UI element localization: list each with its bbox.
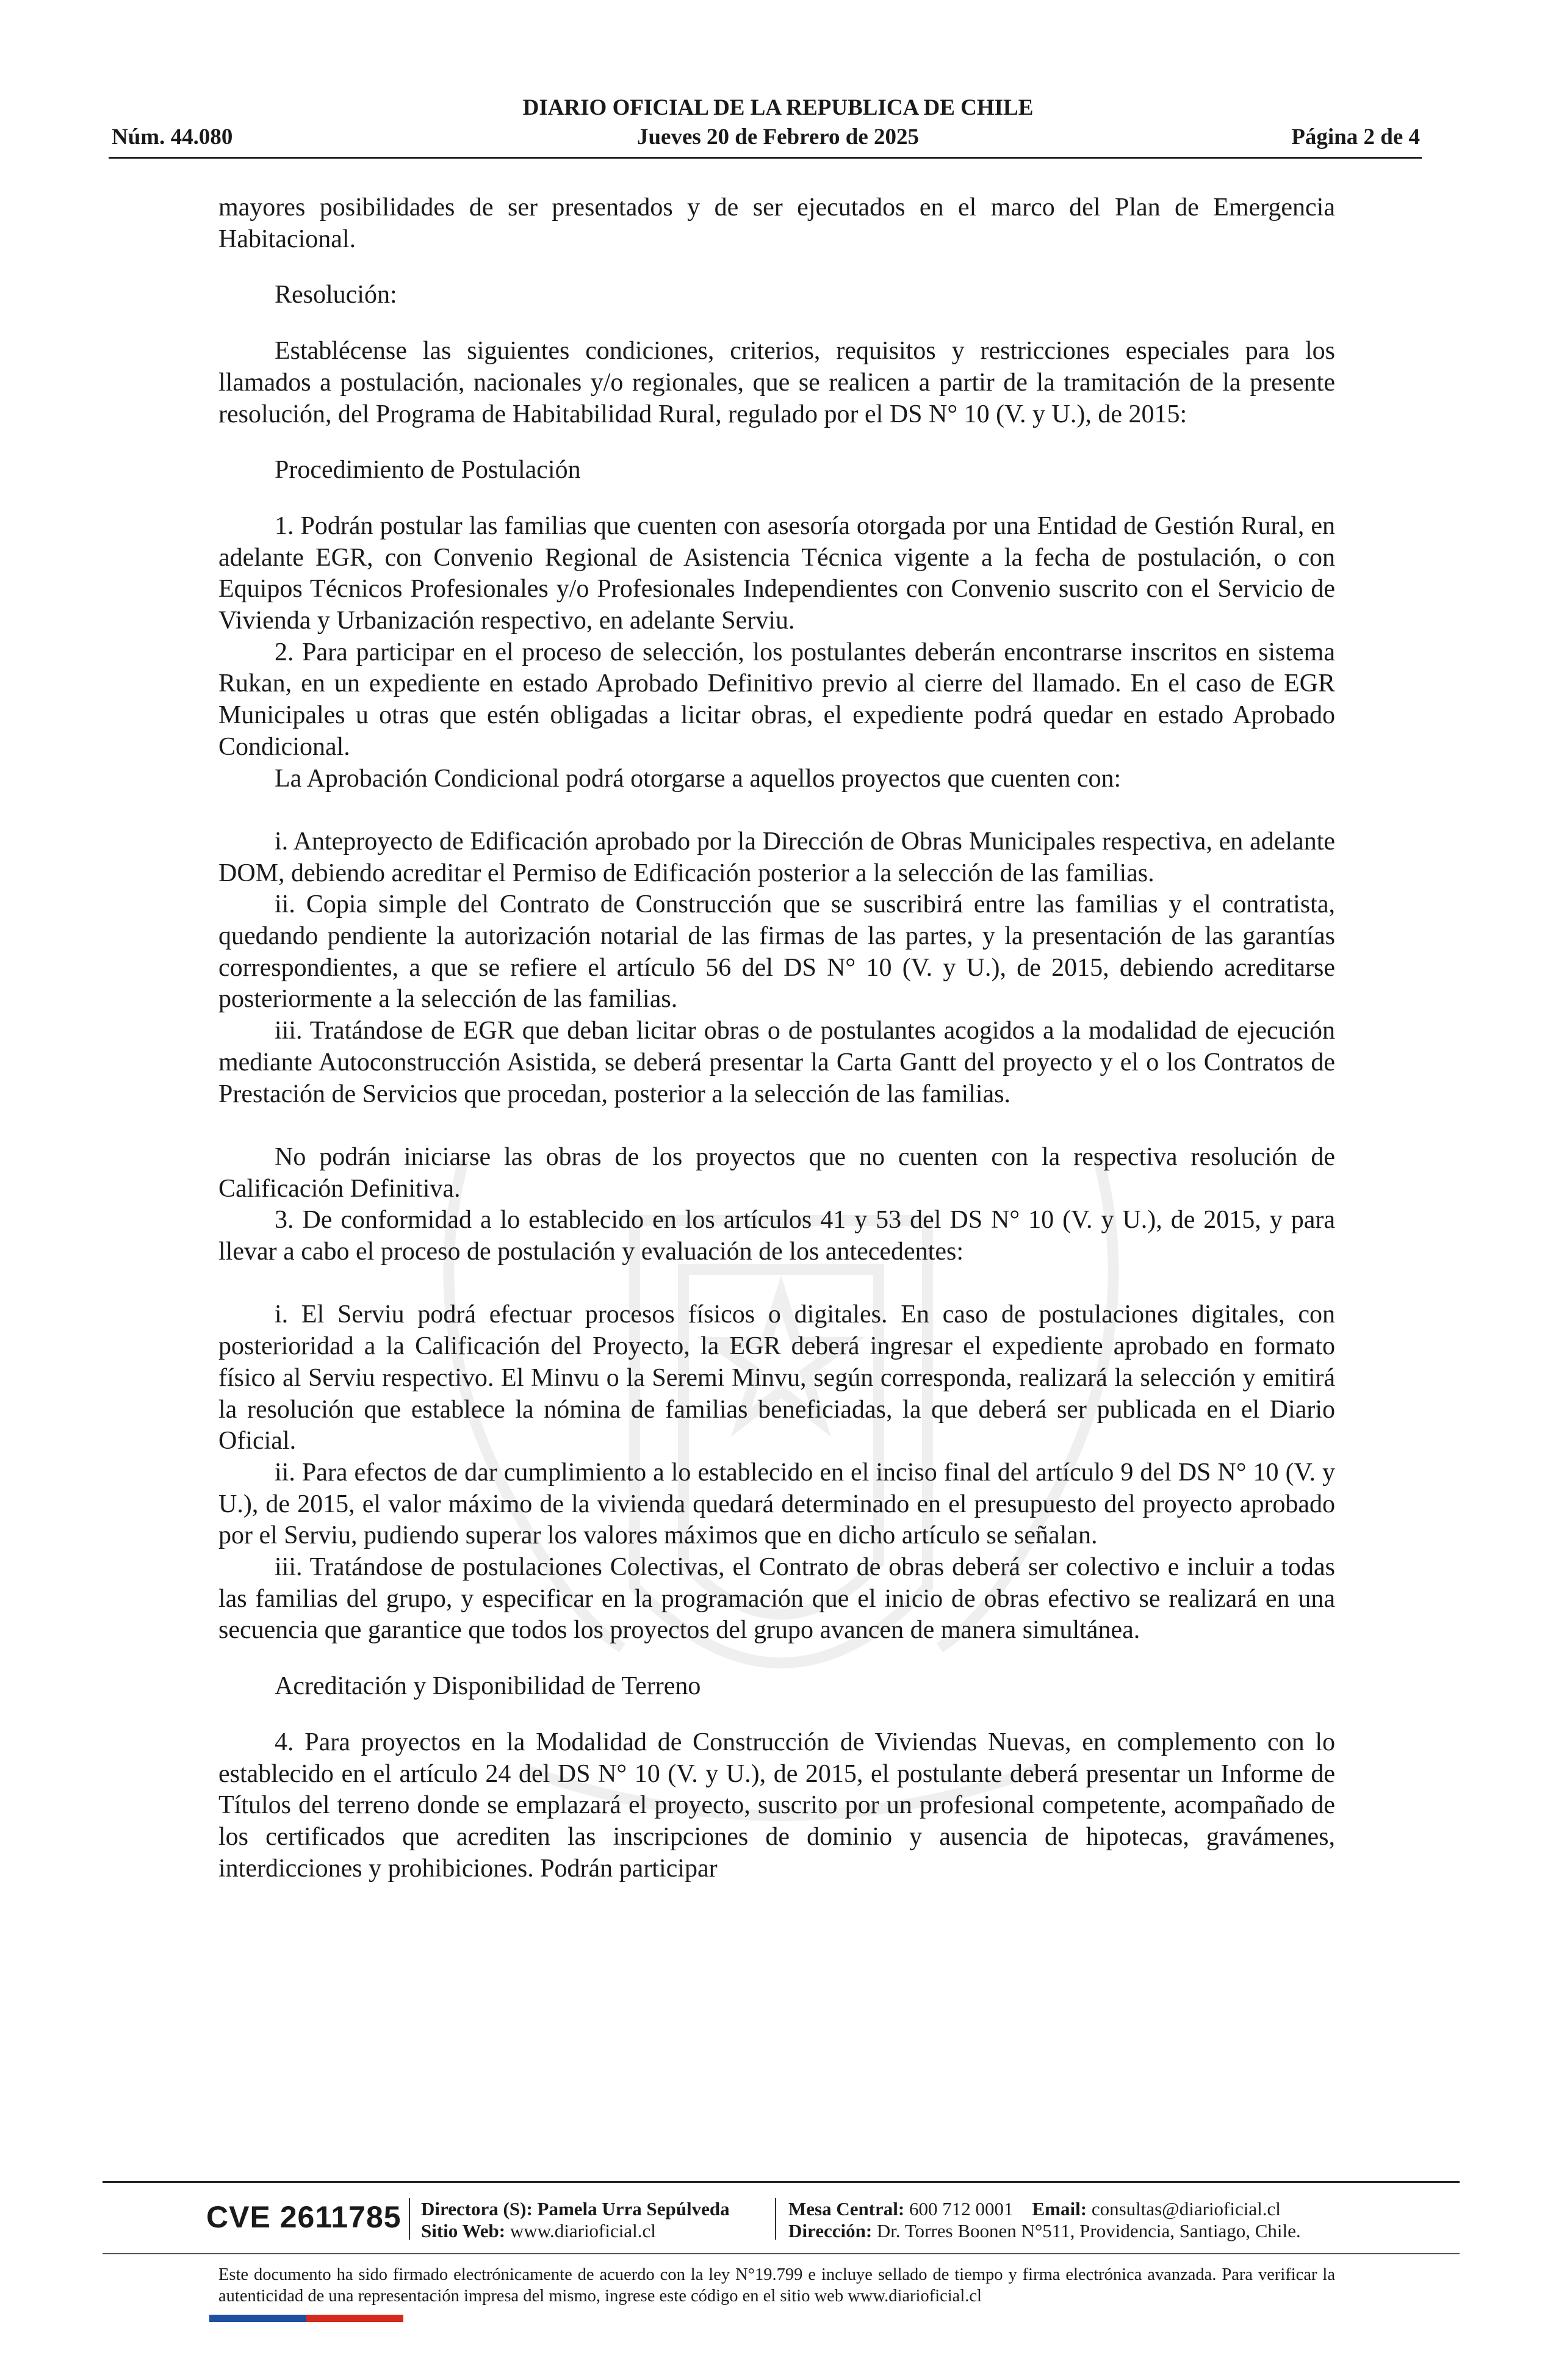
- list-item: iii. Tratándose de postulaciones Colectivas, el Contrato de obras deberá ser colectivo e incluir a todas las familias del grupo, y especificar en la programación que el inicio de obras efectivo se realizará en una secuencia que garantice que todos los proyectos del grupo avancen de manera simultánea.: [218, 1553, 1335, 1645]
- list-item: i. El Serviu podrá efectuar procesos físicos o digitales. En caso de postulaciones digitales, con posterioridad a la Calificación del Proyecto, la EGR deberá ingresar el expediente aprobado en formato físico al Serviu respectivo. El Minvu o la Seremi Minvu, según corresponda, realizará la selección y emitirá la resolución que establece la nómina de familias beneficiadas, la que deberá ser publicada en el Diario Oficial.: [218, 1300, 1335, 1455]
- list-item: i. Anteproyecto de Edificación aprobado por la Dirección de Obras Municipales respectiva, en adelante DOM, debiendo acreditar el Permiso de Edificación posterior a la selección de las familias.: [218, 827, 1335, 887]
- director-label: Directora (S):: [421, 2198, 533, 2220]
- address-label: Dirección:: [788, 2220, 873, 2241]
- signature-notice: Este documento ha sido firmado electrónicamente de acuerdo con la ley N°19.799 e incluye sellado de tiempo y firma electrónica avanzada. Para verificar la autenticidad de una representación impresa del mismo, ingrese este código en el sitio web www.diarioficial.cl: [218, 2265, 1335, 2306]
- director-name: Pamela Urra Sepúlveda: [537, 2198, 730, 2220]
- footer-divider: [103, 2253, 1460, 2254]
- issue-date: Jueves 20 de Febrero de 2025: [636, 124, 920, 150]
- phone-value: 600 712 0001: [909, 2198, 1014, 2220]
- paragraph: mayores posibilidades de ser presentados y de ser ejecutados en el marco del Plan de Emergencia Habitacional.: [218, 193, 1335, 253]
- footer-contact-left: [421, 2198, 730, 2242]
- paragraph: 1. Podrán postular las familias que cuenten con asesoría otorgada por una Entidad de Gestión Rural, en adelante EGR, con Convenio Regional de Asistencia Técnica vigente a la fecha de postulación, o con Equipos Técnicos Profesionales y/o Profesionales Independientes con Convenio suscrito con el Servicio de Vivienda y Urbanización respectivo, en adelante Serviu.: [218, 511, 1335, 635]
- publication-title: DIARIO OFICIAL DE LA REPUBLICA DE CHILE: [522, 95, 1034, 120]
- document-body: [218, 192, 1335, 1884]
- paragraph: 4. Para proyectos en la Modalidad de Construcción de Viviendas Nuevas, en complemento con lo establecido en el artículo 24 del DS N° 10 (V. y U.), de 2015, el postulante deberá presentar un Informe de Títulos del terreno donde se emplazará el proyecto, suscrito por un profesional competente, acompañado de los certificados que acrediten las inscripciones de dominio y ausencia de hipotecas, gravámenes, interdicciones y prohibiciones. Podrán participar: [218, 1728, 1335, 1883]
- paragraph: La Aprobación Condicional podrá otorgarse a aquellos proyectos que cuenten con:: [275, 764, 1122, 793]
- list-item: iii. Tratándose de EGR que deban licitar obras o de postulantes acogidos a la modalidad de ejecución mediante Autoconstrucción Asistida, se deberá presentar la Carta Gantt del proyecto y el o los Contratos de Prestación de Servicios que procedan, posterior a la selección de las familias.: [218, 1017, 1335, 1108]
- header-divider: [109, 157, 1422, 159]
- footer-contact-right: [788, 2198, 1301, 2242]
- site-link[interactable]: www.diarioficial.cl: [510, 2220, 656, 2241]
- address-value: Dr. Torres Boonen N°511, Providencia, Santiago, Chile.: [876, 2220, 1301, 2241]
- issue-number: Núm. 44.080: [112, 124, 233, 150]
- footer-separator: [409, 2198, 410, 2240]
- paragraph: 3. De conformidad a lo establecido en los artículos 41 y 53 del DS N° 10 (V. y U.), de 2015, y para llevar a cabo el proceso de postulación y evaluación de los antecedentes:: [218, 1206, 1335, 1266]
- list-item: ii. Para efectos de dar cumplimiento a lo establecido en el inciso final del artículo 9 del DS N° 10 (V. y U.), de 2015, el valor máximo de la vivienda quedará determinado en el presupuesto del proyecto aprobado por el Serviu, pudiendo superar los valores máximos que en dicho artículo se señalan.: [218, 1458, 1335, 1550]
- section-heading: Procedimiento de Postulación: [275, 456, 581, 485]
- list-item: ii. Copia simple del Contrato de Construcción que se suscribirá entre las familias y el contratista, quedando pendiente la autorización notarial de las firmas de las partes, y la presentación de las garantías correspondientes, a que se refiere el artículo 56 del DS N° 10 (V. y U.), de 2015, debiendo acreditarse posteriormente a la selección de las familias.: [218, 890, 1335, 1014]
- page-footer: [0, 2173, 1556, 2380]
- flag-blue-segment: [209, 2315, 306, 2322]
- section-label: Resolución:: [275, 281, 397, 309]
- paragraph: Establécense las siguientes condiciones, criterios, requisitos y restricciones especiales para los llamados a postulación, nacionales y/o regionales, que se realicen a partir de la tramitación de la presente resolución, del Programa de Habitabilidad Rural, regulado por el DS N° 10 (V. y U.), de 2015:: [218, 337, 1335, 428]
- phone-label: Mesa Central:: [788, 2198, 905, 2220]
- email-link[interactable]: consultas@diarioficial.cl: [1091, 2198, 1281, 2220]
- flag-red-segment: [306, 2315, 403, 2322]
- email-label: Email:: [1032, 2198, 1087, 2220]
- cve-code: CVE 2611785: [206, 2200, 402, 2234]
- page-header: [0, 0, 1556, 165]
- footer-separator: [775, 2198, 776, 2240]
- page-indicator: Página 2 de 4: [1291, 124, 1420, 150]
- footer-divider: [103, 2181, 1460, 2183]
- paragraph: 2. Para participar en el proceso de selección, los postulantes deberán encontrarse inscritos en sistema Rukan, en un expediente en estado Aprobado Definitivo previo al cierre del llamado. En el caso de EGR Municipales u otras que estén obligadas a licitar obras, el expediente podrá quedar en estado Aprobado Condicional.: [218, 638, 1335, 761]
- chile-flag-stripe: [209, 2315, 403, 2322]
- section-heading: Acreditación y Disponibilidad de Terreno: [275, 1672, 701, 1701]
- paragraph: No podrán iniciarse las obras de los proyectos que no cuenten con la respectiva resolución de Calificación Definitiva.: [218, 1142, 1335, 1203]
- site-label: Sitio Web:: [421, 2220, 506, 2241]
